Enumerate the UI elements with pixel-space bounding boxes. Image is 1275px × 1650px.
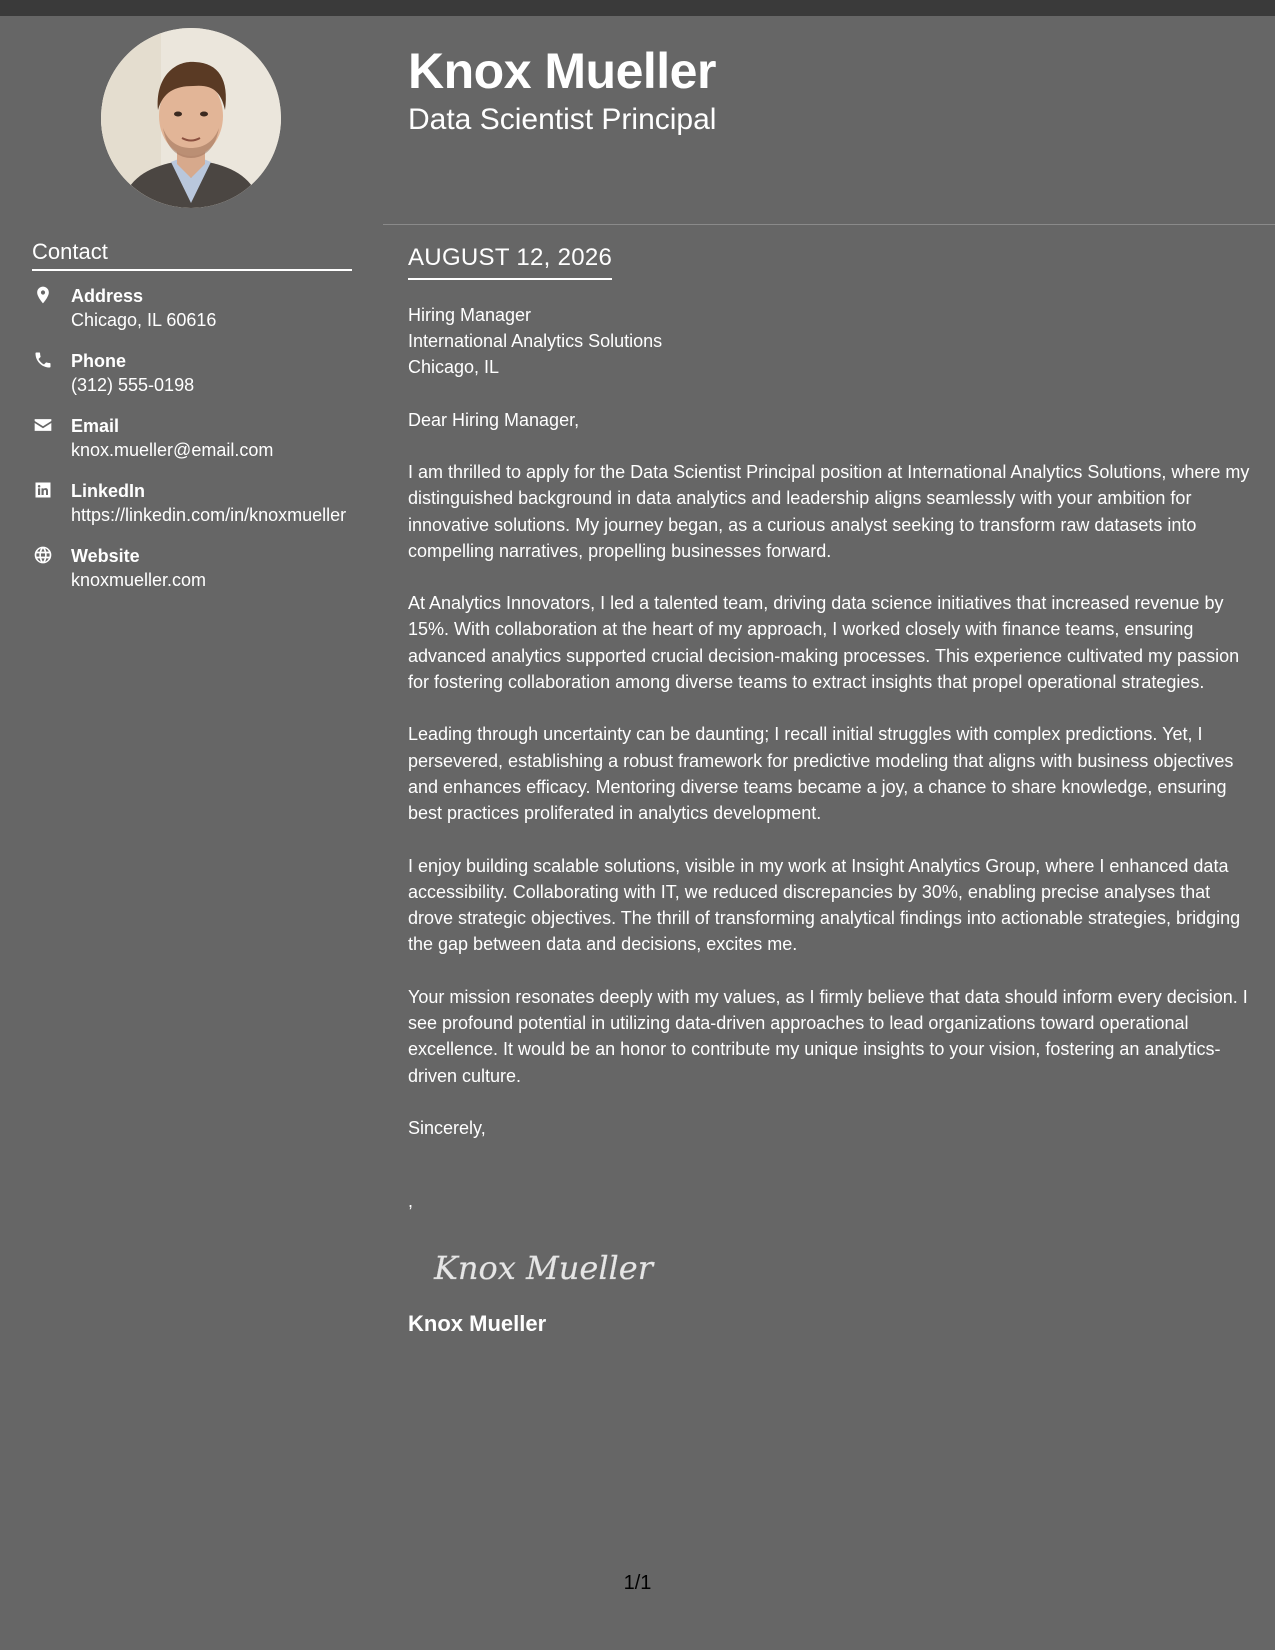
letter-date: AUGUST 12, 2026 [408,244,612,280]
page-number: 1/1 [623,1572,652,1594]
address-value: Chicago, IL 60616 [71,310,217,330]
contact-label: Address [71,286,144,306]
applicant-name: Knox Mueller [408,43,716,99]
cover-letter-page [0,16,1275,1650]
contact-list [32,284,357,609]
avatar [101,28,281,208]
phone-value: (312) 555-0198 [71,375,195,395]
applicant-title: Data Scientist Principal [408,103,717,136]
contact-item-email [32,414,357,462]
recipient-block [408,302,1253,380]
paragraph: At Analytics Innovators, I led a talented team, driving data science initiatives that increased revenue by 15%. With collaboration at the heart of my approach, I worked closely with finance teams, ensuring advanced analytics supported crucial decision-making processes. This experience cultivated my passion for fostering collaboration among diverse teams to extract insights that propel operational strategies. [408,593,1240,693]
closing-comma: , [408,1190,414,1211]
paragraph: Leading through uncertainty can be daunting; I recall initial struggles with complex predictions. Yet, I persevered, establishing a robust framework for predictive modeling that aligns with business objectives and enhances efficacy. Mentoring diverse teams became a joy, a chance to share knowledge, ensuring best practices proliferated in analytics development. [408,724,1234,824]
contact-label: Email [71,416,120,436]
contact-label: LinkedIn [71,481,146,501]
website-link[interactable]: knoxmueller.com [71,570,207,590]
paragraph: I am thrilled to apply for the Data Scientist Principal position at International Analytics Solutions, where my distinguished background in data analytics and leadership aligns seamlessly with your ambition for innovative solutions. My journey began, as a curious analyst seeking to transform raw datasets into compelling narratives, propelling businesses forward. [408,462,1250,561]
handwritten-signature [430,1239,690,1299]
contact-item-address [32,284,357,332]
paragraph: I enjoy building scalable solutions, visible in my work at Insight Analytics Group, where I enhanced data accessibility. Collaborating with IT, we reduced discrepancies by 30%, enabling precise analyses that drove strategic objectives. The thrill of transforming analytical findings into actionable strategies, bridging the gap between data and decisions, excites me. [408,855,1241,955]
contact-item-website [32,544,357,592]
globe-icon [33,545,53,565]
paragraph: Your mission resonates deeply with my values, as I firmly believe that data should inform every decision. I see profound potential in utilizing data-driven approaches to lead organizations toward operational excellence. It would be an honor to contribute my unique insights to your vision, fostering an analytics-driven culture. [408,986,1248,1086]
svg-text:Knox Mueller: Knox Mueller [434,1248,654,1287]
closing: Sincerely, [408,1117,486,1138]
contact-item-phone [32,349,357,397]
linkedin-icon [33,480,53,500]
contact-item-linkedin [32,479,357,527]
recipient-line: International Analytics Solutions [408,331,663,351]
header-divider [383,224,1275,225]
recipient-line: Chicago, IL [408,357,500,377]
salutation: Dear Hiring Manager, [408,410,580,430]
signer-name: Knox Mueller [408,1310,547,1336]
recipient-line: Hiring Manager [408,305,532,325]
location-pin-icon [33,285,53,305]
profile-photo [101,28,281,208]
sidebar [0,16,383,1650]
contact-label: Phone [71,351,127,371]
envelope-icon [33,415,53,435]
email-link[interactable]: knox.mueller@email.com [71,440,274,460]
contact-heading: Contact [32,239,352,271]
phone-icon [33,350,53,370]
contact-label: Website [71,546,140,566]
letter-body [408,244,1253,1337]
linkedin-link[interactable]: https://linkedin.com/in/knoxmueller [71,505,347,525]
